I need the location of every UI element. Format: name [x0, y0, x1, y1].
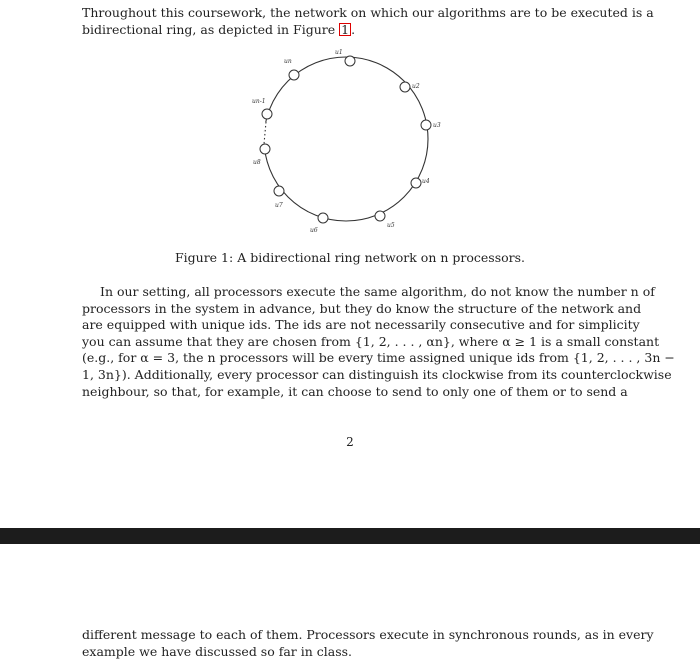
label-u7: u7: [275, 202, 283, 209]
ring-network-figure: [250, 40, 450, 240]
node-u1: [345, 56, 355, 66]
intro-paragraph: [82, 5, 654, 38]
node-u4: [411, 178, 421, 188]
ring-circle: [264, 57, 428, 221]
setting-line-7: neighbour, so that, for example, it can choose to send to only one of them or to send a: [82, 383, 628, 399]
setting-line-5: (e.g., for α = 3, the n processors will be every time assigned unique ids from {1, 2, . . . , 3n −: [82, 350, 675, 366]
intro-line-2-end: .: [351, 21, 356, 37]
setting-line-1: In our setting, all processors execute the same algorithm, do not know the number n of: [100, 284, 655, 299]
figure-reference-link[interactable]: 1: [341, 21, 350, 37]
figure-caption: Figure 1: A bidirectional ring network on n processors.: [174, 250, 525, 265]
intro-line-2-text: bidirectional ring, as depicted in Figure: [82, 21, 336, 37]
label-u4: u4: [422, 178, 430, 185]
label-u8: u8: [253, 159, 261, 166]
setting-line-4: you can assume that they are chosen from {1, 2, . . . , αn}, where α ≥ 1 is a small constant: [82, 333, 660, 349]
setting-line-2: processors in the system in advance, but they do know the structure of the network and: [82, 300, 642, 316]
setting-line-6: 1, 3n}). Additionally, every processor can distinguish its clockwise from its counterclockwise: [82, 366, 672, 382]
node-u7: [274, 186, 284, 196]
node-u5: [375, 211, 385, 221]
label-un: un: [284, 58, 292, 65]
setting-line-3: are equipped with unique ids. The ids are not necessarily consecutive and for simplicity: [82, 317, 640, 333]
label-u6: u6: [310, 227, 318, 234]
continuation-paragraph: [82, 627, 654, 660]
label-u5: u5: [387, 222, 395, 229]
page-number: 2: [346, 435, 354, 449]
label-u1: u1: [335, 49, 343, 56]
node-u8: [260, 144, 270, 154]
node-u6: [318, 213, 328, 223]
ring-gap-mask: [264, 122, 266, 144]
page-divider: [0, 528, 700, 544]
node-u3: [421, 120, 431, 130]
label-un-1: un-1: [252, 98, 266, 105]
setting-paragraph: [82, 284, 675, 400]
intro-line-1: Throughout this coursework, the network on which our algorithms are to be executed is a: [82, 5, 654, 20]
node-un-1: [262, 109, 272, 119]
node-un: [289, 70, 299, 80]
intro-line-2: [82, 22, 618, 39]
label-u3: u3: [433, 122, 441, 129]
node-u2: [400, 82, 410, 92]
continuation-line-1: different message to each of them. Processors execute in synchronous rounds, as in every: [82, 627, 654, 642]
continuation-line-2: example we have discussed so far in class.: [82, 643, 353, 659]
label-u2: u2: [412, 83, 420, 90]
